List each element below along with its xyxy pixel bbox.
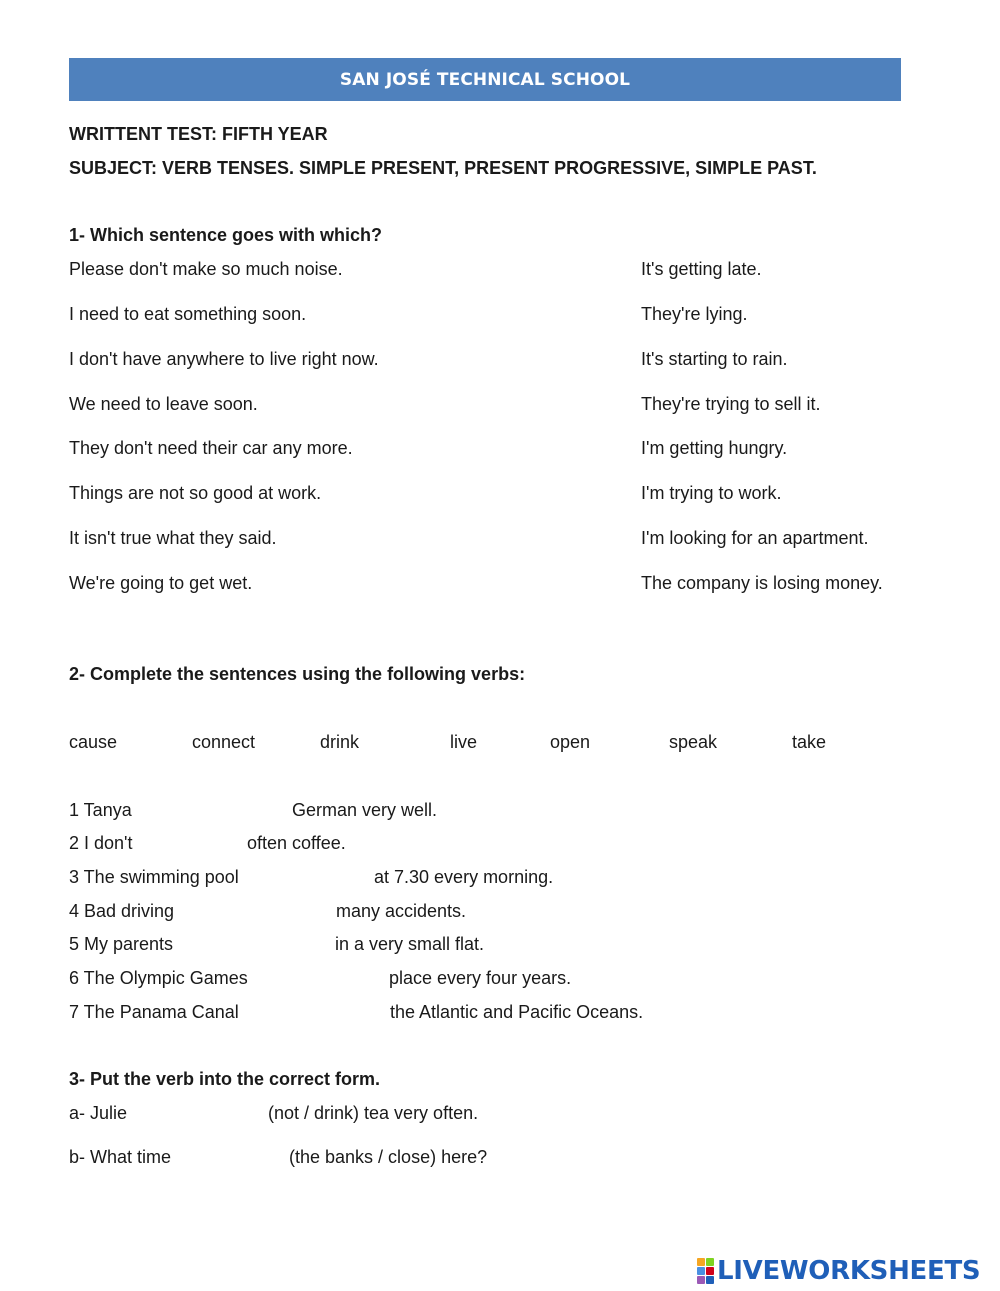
- right-sentence[interactable]: The company is losing money.: [641, 573, 883, 593]
- right-sentence[interactable]: I'm trying to work.: [641, 483, 782, 503]
- item-start: 6 The Olympic Games: [69, 968, 248, 988]
- right-sentence[interactable]: It's starting to rain.: [641, 349, 788, 369]
- item-end: at 7.30 every morning.: [374, 867, 554, 887]
- verb-word: cause: [69, 732, 118, 752]
- item-end: in a very small flat.: [335, 934, 485, 954]
- section3-heading: 3- Put the verb into the correct form.: [69, 1069, 381, 1089]
- item-start: b- What time: [69, 1147, 172, 1167]
- item-start: 4 Bad driving: [69, 901, 175, 921]
- item-end: (the banks / close) here?: [289, 1147, 488, 1167]
- item-end: (not / drink) tea very often.: [268, 1103, 479, 1123]
- verb-word: take: [792, 732, 827, 752]
- item-start: a- Julie: [69, 1103, 128, 1123]
- item-end: German very well.: [292, 800, 438, 820]
- left-sentence: We need to leave soon.: [69, 394, 258, 414]
- right-sentence[interactable]: They're lying.: [641, 304, 748, 324]
- verb-word: open: [550, 732, 591, 752]
- left-sentence: Things are not so good at work.: [69, 483, 322, 503]
- item-start: 3 The swimming pool: [69, 867, 239, 887]
- right-sentence[interactable]: I'm looking for an apartment.: [641, 528, 869, 548]
- verb-word: live: [450, 732, 478, 752]
- left-sentence: Please don't make so much noise.: [69, 259, 343, 279]
- verb-word: drink: [320, 732, 360, 752]
- item-end: the Atlantic and Pacific Oceans.: [390, 1002, 644, 1022]
- item-start: 2 I don't: [69, 833, 133, 853]
- right-sentence[interactable]: It's getting late.: [641, 259, 762, 279]
- left-sentence: We're going to get wet.: [69, 573, 253, 593]
- left-sentence: I need to eat something soon.: [69, 304, 307, 324]
- left-sentence: I don't have anywhere to live right now.: [69, 349, 379, 369]
- test-title: WRITTENT TEST: FIFTH YEAR: [69, 124, 328, 144]
- verb-word: connect: [192, 732, 256, 752]
- item-end: often coffee.: [247, 833, 346, 853]
- logo-text: LIVEWORKSHEETS: [717, 1256, 981, 1286]
- right-sentence[interactable]: I'm getting hungry.: [641, 438, 788, 458]
- section1-heading: 1- Which sentence goes with which?: [69, 225, 383, 245]
- item-start: 1 Tanya: [69, 800, 132, 820]
- test-subject: SUBJECT: VERB TENSES. SIMPLE PRESENT, PRESENT PROGRESSIVE, SIMPLE PAST.: [69, 158, 817, 178]
- school-name: SAN JOSÉ TECHNICAL SCHOOL: [339, 69, 631, 90]
- item-end: place every four years.: [389, 968, 572, 988]
- liveworksheets-logo: [697, 1256, 980, 1286]
- item-end: many accidents.: [336, 901, 467, 921]
- logo-blocks-icon: [697, 1258, 714, 1284]
- school-banner: [69, 58, 901, 101]
- verb-word: speak: [669, 732, 718, 752]
- section2-heading: 2- Complete the sentences using the following verbs:: [69, 664, 526, 684]
- right-sentence[interactable]: They're trying to sell it.: [641, 394, 821, 414]
- item-start: 5 My parents: [69, 934, 174, 954]
- left-sentence: It isn't true what they said.: [69, 528, 277, 548]
- item-start: 7 The Panama Canal: [69, 1002, 239, 1022]
- left-sentence: They don't need their car any more.: [69, 438, 353, 458]
